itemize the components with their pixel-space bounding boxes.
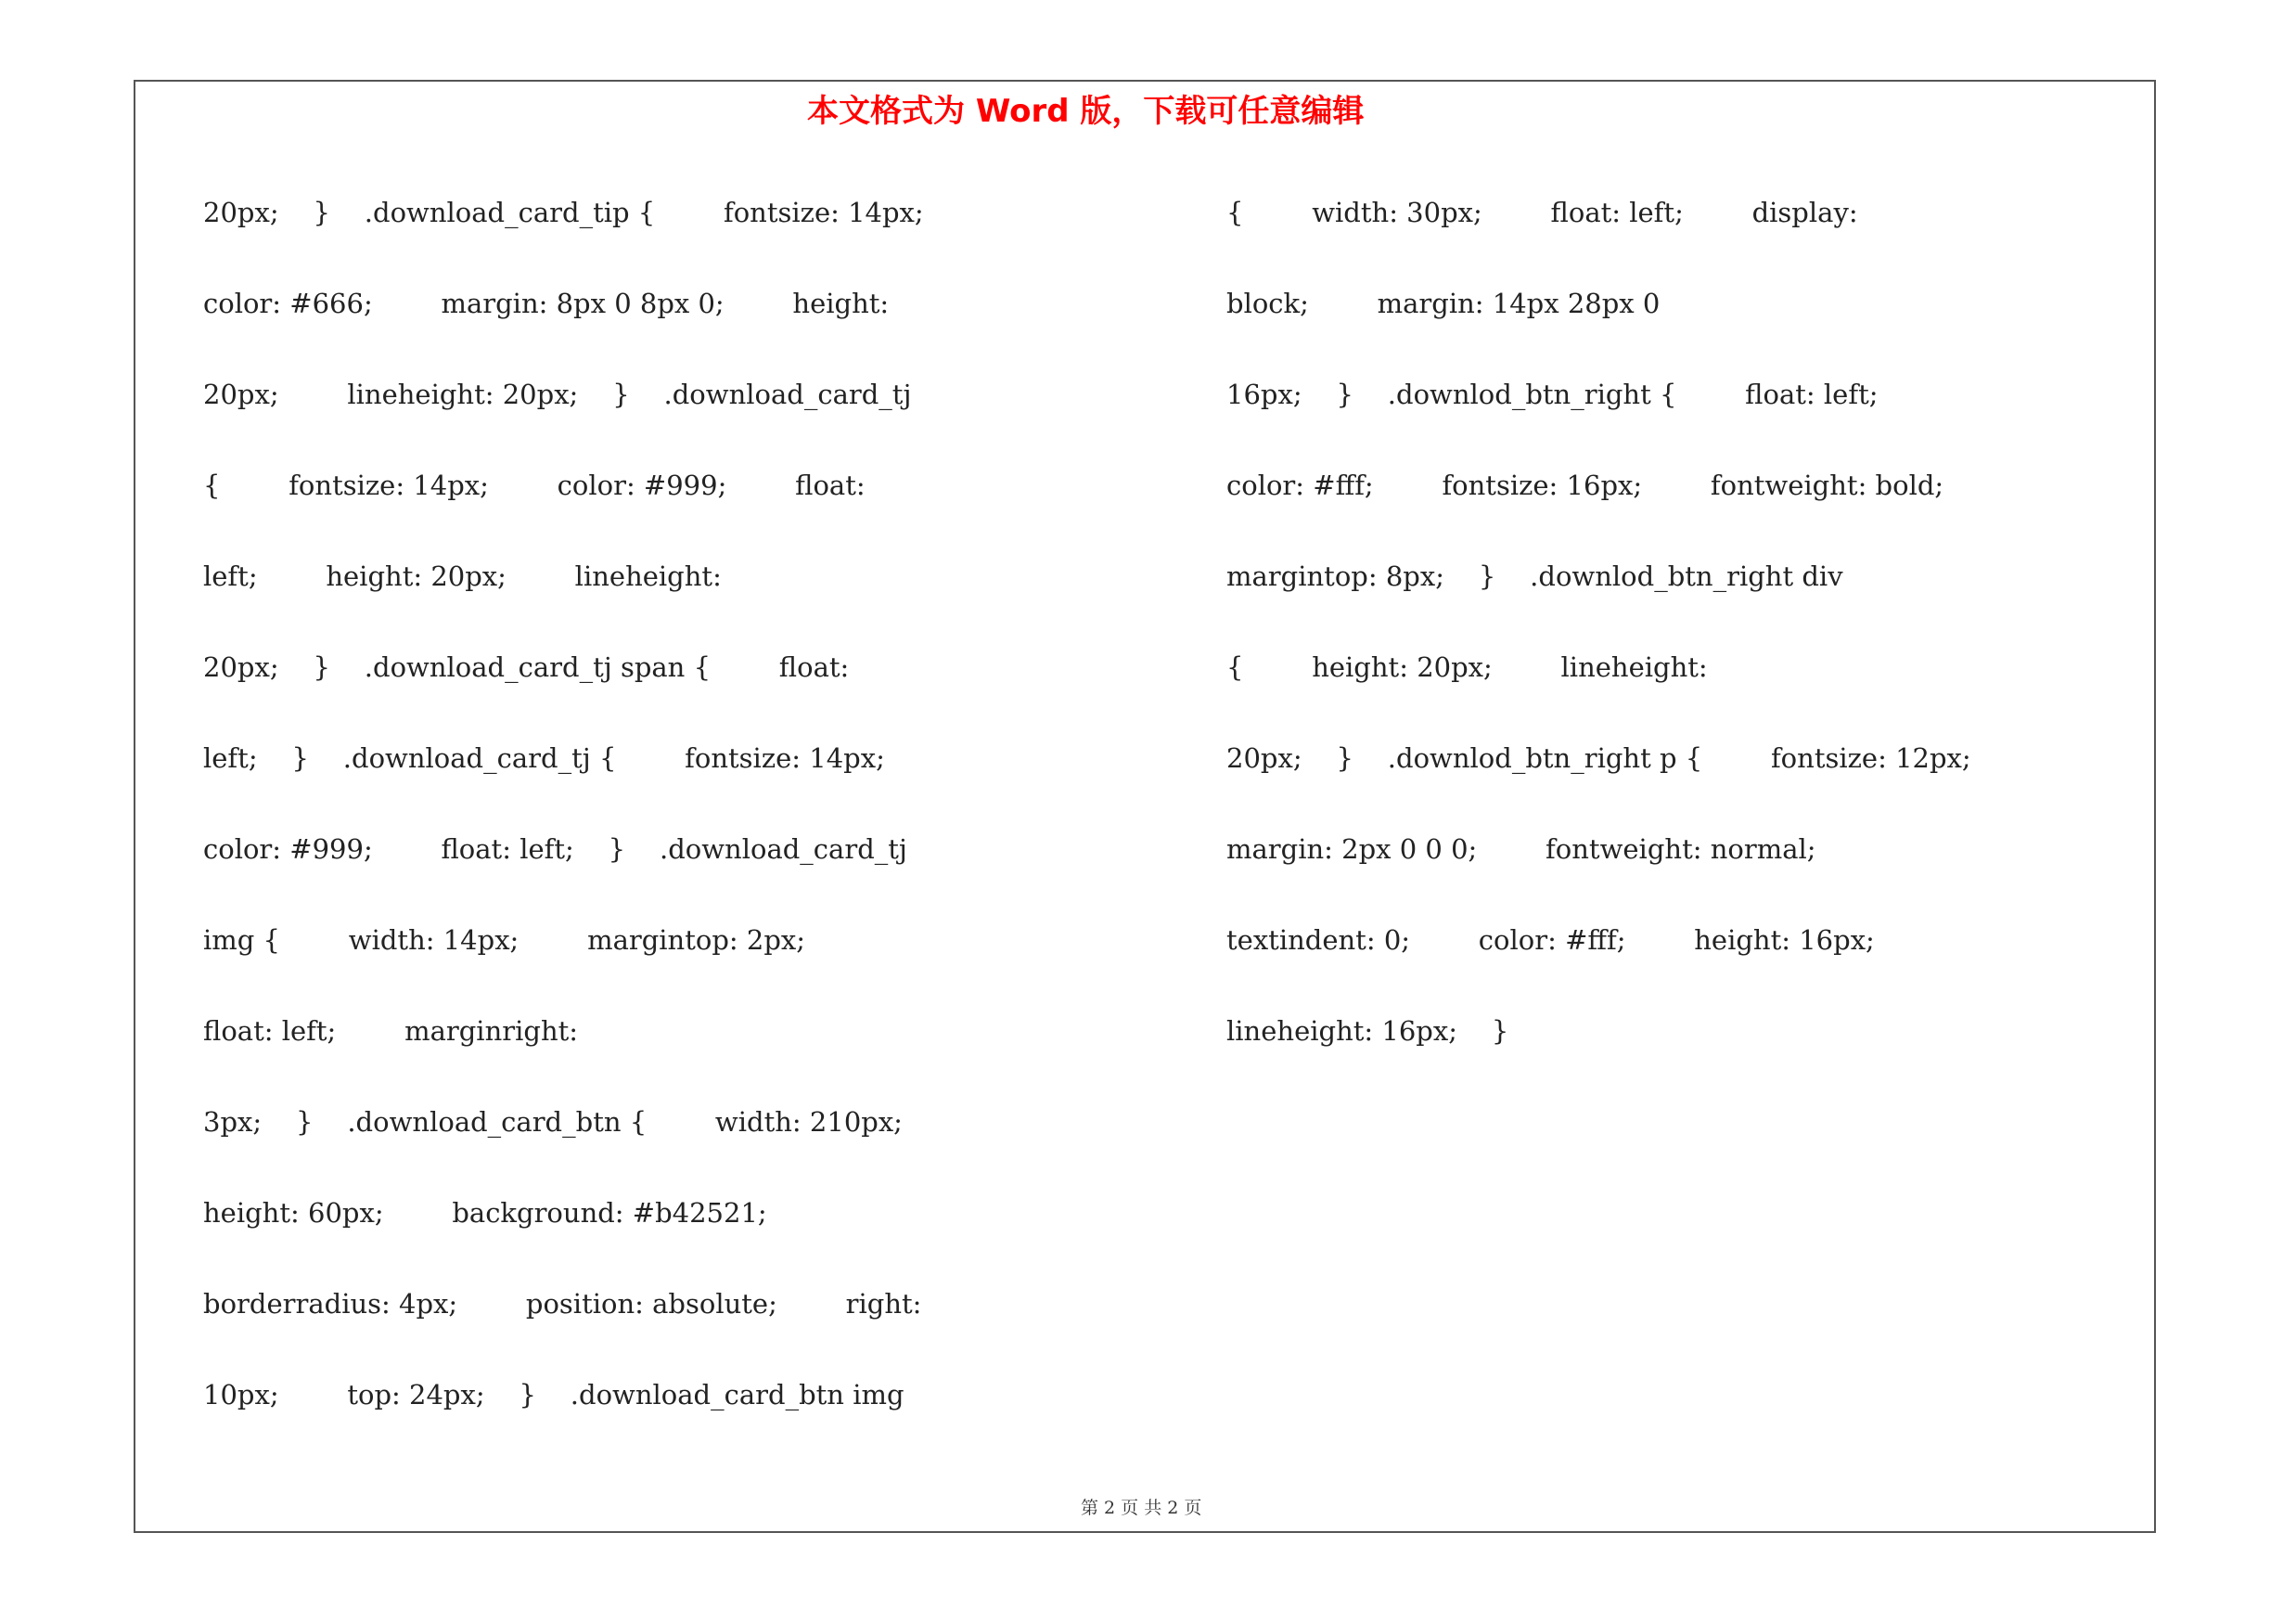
- right-column: [1226, 186, 2163, 1095]
- code-line: 20px; } .downlod_btn_right p { fontsize: 12px;: [1226, 742, 1971, 774]
- header-banner: 本文格式为 Word 版，下载可任意编辑: [807, 93, 1365, 130]
- left-column: [203, 186, 1159, 1459]
- code-line: 10px; top: 24px; } .download_card_btn img: [203, 1379, 904, 1410]
- code-line: color: #fff; fontsize: 16px; fontweight: bold;: [1226, 470, 1944, 501]
- page-indicator: 第 2 页 共 2 页: [1081, 1498, 1202, 1518]
- code-line: { fontsize: 14px; color: #999; float:: [203, 470, 866, 501]
- code-line: color: #666; margin: 8px 0 8px 0; height:: [203, 288, 890, 319]
- code-line: height: 60px; background: #b42521;: [203, 1197, 767, 1229]
- code-line: 20px; lineheight: 20px; } .download_card_tj: [203, 379, 912, 410]
- code-line: 20px; } .download_card_tip { fontsize: 14px;: [203, 197, 924, 228]
- code-line: { width: 30px; float: left; display:: [1226, 197, 1858, 228]
- code-line: lineheight: 16px; }: [1226, 1015, 1509, 1047]
- code-line: float: left; marginright:: [203, 1015, 579, 1047]
- code-line: 20px; } .download_card_tj span { float:: [203, 651, 850, 683]
- code-line: margin: 2px 0 0 0; fontweight: normal;: [1226, 833, 1816, 865]
- code-line: left; } .download_card_tj { fontsize: 14px;: [203, 742, 885, 774]
- code-line: color: #999; float: left; } .download_card_tj: [203, 833, 907, 865]
- code-line: { height: 20px; lineheight:: [1226, 651, 1708, 683]
- code-line: 3px; } .download_card_btn { width: 210px;: [203, 1106, 903, 1138]
- code-line: borderradius: 4px; position: absolute; right:: [203, 1288, 922, 1320]
- code-line: textindent: 0; color: #fff; height: 16px;: [1226, 924, 1875, 956]
- code-line: margintop: 8px; } .downlod_btn_right div: [1226, 560, 1843, 592]
- code-line: img { width: 14px; margintop: 2px;: [203, 924, 806, 956]
- code-line: 16px; } .downlod_btn_right { float: left;: [1226, 379, 1879, 410]
- code-line: left; height: 20px; lineheight:: [203, 560, 722, 592]
- code-line: block; margin: 14px 28px 0: [1226, 288, 1661, 319]
